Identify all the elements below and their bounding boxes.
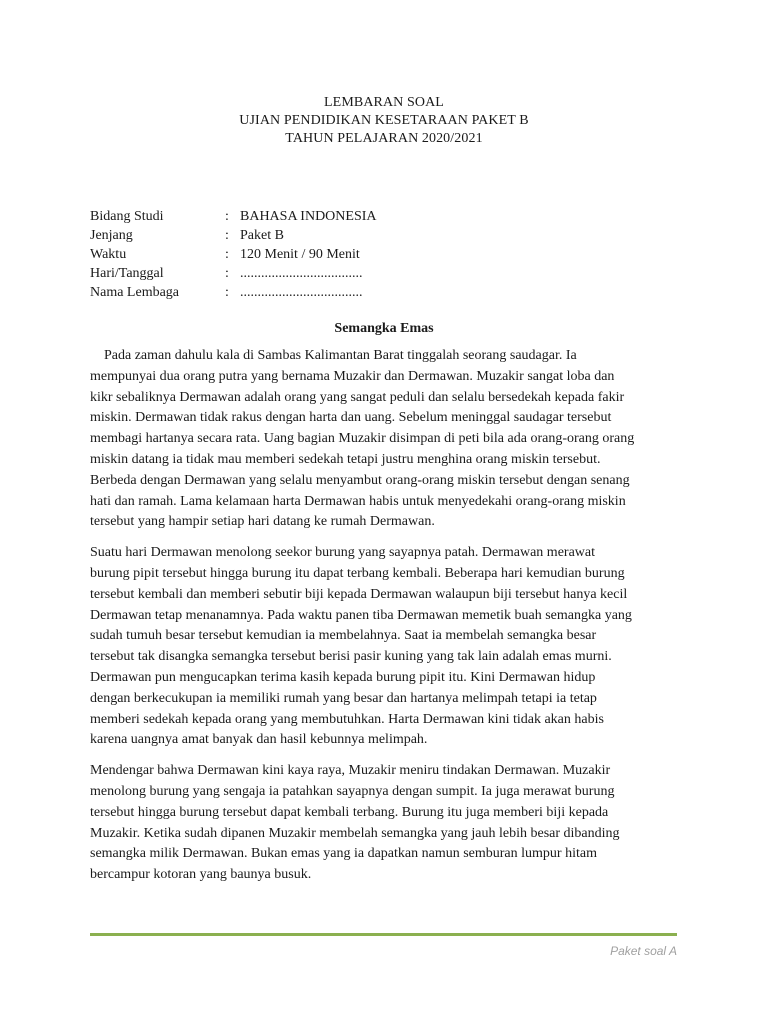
info-row-jenjang [90, 226, 690, 245]
story-paragraph-3 [90, 761, 690, 886]
story-title: Semangka Emas [334, 321, 434, 336]
info-value: ................................... [240, 266, 363, 281]
footer-divider [90, 933, 677, 936]
text-line: mempunyai dua orang putra yang bernama Muzakir dan Dermawan. Muzakir sangat loba dan [90, 368, 615, 384]
text-line: membagi hartanya secara rata. Uang bagian Muzakir disimpan di peti bila ada orang-orang orang [90, 431, 635, 447]
text-line: Mendengar bahwa Dermawan kini kaya raya, Muzakir meniru tindakan Dermawan. Muzakir [90, 763, 611, 779]
text-line: Dermawan tetap menanamnya. Pada waktu panen tiba Dermawan memetik buah semangka yang [90, 607, 632, 623]
info-separator: : [225, 247, 229, 262]
text-line: tersebut hingga burung tersebut dapat kembali terbang. Burung itu juga memberi biji kepada [90, 804, 609, 820]
info-row-nama-lembaga [90, 283, 690, 302]
info-separator: : [225, 266, 229, 281]
info-separator: : [225, 285, 229, 300]
story-body [90, 346, 690, 896]
text-line: bercampur kotoran yang baunya busuk. [90, 867, 312, 883]
info-separator: : [225, 209, 229, 224]
document-header [0, 94, 768, 148]
text-line: memberi sedekah kepada orang yang membutuhkan. Harta Dermawan kini tidak akan habis [90, 711, 604, 727]
text-line: miskin datang ia tidak mau memberi sedekah tetapi justru menghina orang miskin tersebut. [90, 451, 601, 467]
info-value: Paket B [240, 228, 284, 243]
text-line: sudah tumuh besar tersebut kemudian ia membelahnya. Saat ia membelah semangka besar [90, 628, 597, 644]
text-line: kikr sebaliknya Dermawan adalah orang yang sangat peduli dan selalu bersedekah kepada fakir [90, 389, 625, 405]
info-row-bidang-studi [90, 207, 690, 226]
text-line: burung pipit tersebut hingga burung itu dapat terbang kembali. Beberapa hari kemudian burung [90, 565, 625, 581]
text-line: tersebut kembali dan memberi sebutir biji kepada Dermawan walaupun biji tersebut hanya kecil [90, 586, 628, 602]
info-label: Bidang Studi [90, 209, 164, 224]
info-row-hari-tanggal [90, 264, 690, 283]
text-line: Muzakir. Ketika sudah dipanen Muzakir membelah semangka yang jauh lebih besar dibanding [90, 825, 620, 841]
text-line: menolong burung yang sengaja ia patahkan sayapnya dengan sumpit. Ia juga merawat burung [90, 783, 615, 799]
exam-info-table [90, 207, 690, 302]
info-label: Hari/Tanggal [90, 266, 164, 281]
info-value: 120 Menit / 90 Menit [240, 247, 360, 262]
info-row-waktu [90, 245, 690, 264]
text-line: karena uangnya amat banyak dan hasil kebunnya melimpah. [90, 732, 428, 748]
story-paragraph-1 [90, 346, 690, 533]
text-line: hati dan ramah. Lama kelamaan harta Dermawan habis untuk menyedekahi orang-orang miskin [90, 493, 626, 509]
header-exam-name: UJIAN PENDIDIKAN KESETARAAN PAKET B [239, 113, 529, 128]
text-line: Berbeda dengan Dermawan yang selalu menyambut orang-orang miskin tersebut dengan senang [90, 472, 630, 488]
text-line: tersebut yang hampir setiap hari datang ke rumah Dermawan. [90, 514, 435, 530]
text-line: Dermawan pun mengucapkan terima kasih kepada burung pipit itu. Kini Dermawan hidup [90, 669, 596, 685]
info-label: Waktu [90, 247, 127, 262]
text-line: tersebut tak disangka semangka tersebut berisi pasir kuning yang tak lain adalah emas murni. [90, 649, 612, 665]
text-line: dengan berkecukupan ia memiliki rumah yang besar dan hartanya melimpah tetapi ia tetap [90, 690, 597, 706]
info-separator: : [225, 228, 229, 243]
info-value: BAHASA INDONESIA [240, 209, 377, 224]
header-school-year: TAHUN PELAJARAN 2020/2021 [285, 131, 483, 146]
info-value: ................................... [240, 285, 363, 300]
header-title: LEMBARAN SOAL [324, 95, 444, 110]
text-line: semangka milik Dermawan. Bukan emas yang ia dapatkan namun semburan lumpur hitam [90, 846, 597, 862]
footer-paket-label: Paket soal A [610, 944, 677, 958]
text-line: miskin. Dermawan tidak rakus dengan harta dan uang. Sebelum meninggal saudagar tersebut [90, 410, 612, 426]
text-line: Pada zaman dahulu kala di Sambas Kalimantan Barat tinggalah seorang saudagar. Ia [90, 348, 577, 363]
text-line: Suatu hari Dermawan menolong seekor burung yang sayapnya patah. Dermawan merawat [90, 545, 595, 561]
info-label: Jenjang [90, 228, 133, 243]
info-label: Nama Lembaga [90, 285, 180, 300]
story-paragraph-2 [90, 543, 690, 751]
